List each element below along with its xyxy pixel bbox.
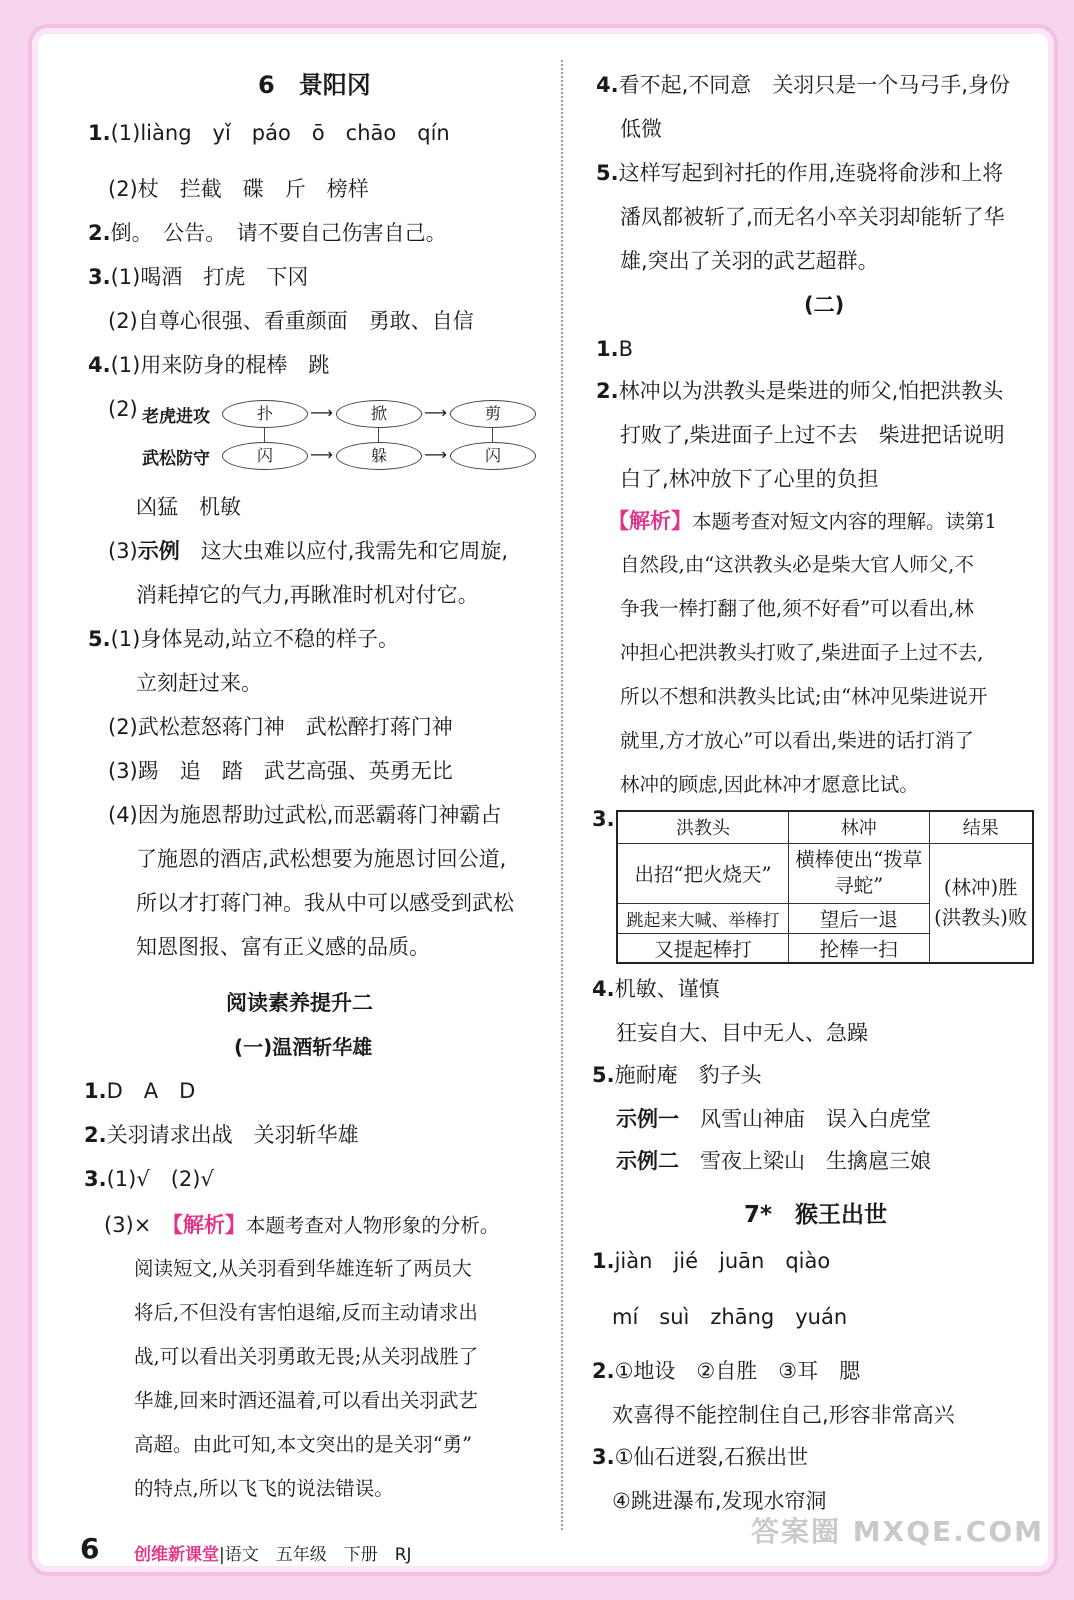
footer-info: 创维新课堂|语文 五年级 下册 RJ: [134, 1545, 412, 1565]
b2-line3: 白了,林冲放下了心里的负担: [620, 467, 879, 491]
b1-line: 1.B: [596, 337, 634, 361]
flow-row2-label: 武松防守: [142, 449, 210, 469]
a5-line2: 潘凤都被斩了,而无名小卒关羽却能斩了华: [620, 205, 1005, 229]
brand-name: 创维新课堂: [134, 1545, 219, 1565]
flow-connector: [264, 428, 265, 442]
flow-connector: [378, 428, 379, 442]
arrow-icon: ⟶: [310, 403, 333, 422]
b2-line1: 2.林冲以为洪教头是柴进的师父,怕把洪教头: [596, 379, 1004, 403]
r3-expl-3: 战,可以看出关羽勇敢无畏;从关羽战胜了: [134, 1345, 479, 1368]
table-cell: 横棒使出“拨草寻蛇”: [788, 843, 929, 903]
b2-expl-2: 自然段,由“这洪教头必是柴大官人师父,不: [620, 553, 974, 576]
table-cell: 抡棒一扫: [788, 933, 929, 963]
b5-line1: 5.施耐庵 豹子头: [592, 1063, 762, 1087]
table-header: 结果: [929, 811, 1033, 843]
q5-line1: 5.(1)身体晃动,站立不稳的样子。: [88, 627, 400, 651]
b5-example2: 示例二 雪夜上梁山 生擒扈三娘: [616, 1149, 931, 1173]
b2-expl-5: 所以不想和洪教头比试;由“林冲见柴进说开: [620, 685, 988, 708]
r3-line1: 3.(1)√ (2)√: [84, 1167, 214, 1191]
b2-expl-6: 就里,方才放心”可以看出,柴进的话打消了: [620, 729, 974, 752]
c3-line2: ④跳进瀑布,发现水帘洞: [612, 1489, 827, 1513]
a5-line1: 5.这样写起到衬托的作用,连骁将俞涉和上将: [596, 161, 1004, 185]
q4-line1: 4.(1)用来防身的棍棒 跳: [88, 353, 330, 377]
q4-part2-prefix: (2): [108, 397, 138, 421]
flow-node: 掀: [336, 400, 422, 428]
q3-line1: 3.(1)喝酒 打虎 下冈: [88, 265, 309, 289]
flow-node: 扑: [222, 400, 308, 428]
b2-expl-3: 争我一棒打翻了他,须不好看”可以看出,林: [620, 597, 974, 620]
b2-expl-4: 冲担心把洪教头打败了,柴进面子上过不去,: [620, 641, 984, 664]
r3-expl-5: 高超。由此可知,本文突出的是关羽“勇”: [134, 1433, 473, 1456]
table-header: 林冲: [788, 811, 929, 843]
q5-line6: 了施恩的酒店,武松想要为施恩讨回公道,: [136, 847, 507, 871]
section-title: 阅读素养提升二: [226, 991, 373, 1015]
r3-expl-2: 将后,不但没有害怕退缩,反而主动请求出: [134, 1301, 478, 1324]
arrow-icon: ⟶: [310, 445, 333, 464]
flow-node: 闪: [450, 442, 536, 470]
table-cell: 望后一退: [788, 903, 929, 933]
q1-line2: (2)杖 拦截 碟 斤 榜样: [108, 177, 369, 201]
c2-line1: 2.①地设 ②自胜 ③耳 腮: [592, 1359, 861, 1383]
r3-expl-6: 的特点,所以飞飞的说法错误。: [134, 1477, 394, 1500]
flow-node: 剪: [450, 400, 536, 428]
b2-expl-7: 林冲的顾虑,因此林冲才愿意比试。: [620, 773, 919, 796]
page-number: 6: [80, 1532, 100, 1565]
q5-line4: (3)踢 追 踏 武艺高强、英勇无比: [108, 759, 453, 783]
b3-number: 3.: [592, 807, 615, 831]
table-cell: 又提起棒打: [617, 933, 788, 963]
q4-traits: 凶猛 机敏: [136, 495, 241, 519]
q5-line3: (2)武松惹怒蒋门神 武松醉打蒋门神: [108, 715, 453, 739]
subsection-title-2: (二): [804, 293, 845, 317]
table-cell: 出招“把火烧天”: [617, 843, 788, 903]
subsection-title: (一)温酒斩华雄: [234, 1035, 373, 1059]
r3-line2: (3)× 【解析】本题考查对人物形象的分析。: [104, 1213, 500, 1237]
b2-expl-1: 【解析】本题考查对短文内容的理解。读第1: [608, 509, 997, 533]
column-divider: [561, 60, 563, 1530]
table-header: 洪教头: [617, 811, 788, 843]
b5-example1: 示例一 风雪山神庙 误入白虎堂: [616, 1107, 931, 1131]
a4-line1: 4.看不起,不同意 关羽只是一个马弓手,身份: [596, 73, 1010, 97]
q5-line2: 立刻赶过来。: [136, 671, 262, 695]
lesson-title-7: 7* 猴王出世: [744, 1202, 888, 1228]
q1-line1: 1.(1)liàng yǐ páo ō chāo qín: [88, 121, 450, 145]
watermark: 答案圈 MXQE.COM: [751, 1515, 1044, 1548]
flow-connector: [492, 428, 493, 442]
a5-line3: 雄,突出了关羽的武艺超群。: [620, 249, 879, 273]
q5-line8: 知恩图报、富有正义感的品质。: [136, 935, 430, 959]
q5-line7: 所以才打蒋门神。我从中可以感受到武松: [136, 891, 514, 915]
flow-node: 闪: [222, 442, 308, 470]
r2-line: 2.关羽请求出战 关羽斩华雄: [84, 1123, 359, 1147]
q5-line5: (4)因为施恩帮助过武松,而恶霸蒋门神霸占: [108, 803, 502, 827]
lesson-title: 6 景阳冈: [258, 71, 371, 99]
q4-part3-line2: 消耗掉它的气力,再瞅准时机对付它。: [136, 583, 479, 607]
r3-expl-1: 阅读短文,从关羽看到华雄连斩了两员大: [134, 1257, 472, 1280]
q4-part3-line1: (3)示例 这大虫难以应付,我需先和它周旋,: [108, 539, 509, 563]
c1-line1: 1.jiàn jié juān qiào: [592, 1249, 831, 1273]
b4-line1: 4.机敏、谨慎: [592, 977, 720, 1001]
q3-line2: (2)自尊心很强、看重颜面 勇敢、自信: [108, 309, 474, 333]
flow-diagram: [142, 400, 542, 480]
arrow-icon: ⟶: [424, 445, 447, 464]
result-table: [616, 810, 1034, 964]
r3-expl-4: 华雄,回来时酒还温着,可以看出关羽武艺: [134, 1389, 478, 1412]
table-cell: 跳起来大喊、举棒打: [617, 903, 788, 933]
flow-node: 躲: [336, 442, 422, 470]
q2-line: 2.倒。 公告。 请不要自己伤害自己。: [88, 221, 447, 245]
r1-line: 1.D A D: [84, 1079, 196, 1103]
a4-line2: 低微: [620, 117, 662, 141]
c1-line2: mí suì zhāng yuán: [612, 1305, 848, 1329]
c2-line2: 欢喜得不能控制住自己,形容非常高兴: [612, 1403, 955, 1427]
b2-line2: 打败了,柴进面子上过不去 柴进把话说明: [620, 423, 1005, 447]
b4-line2: 狂妄自大、目中无人、急躁: [616, 1021, 868, 1045]
flow-row1-label: 老虎进攻: [142, 407, 210, 427]
c3-line1: 3.①仙石迸裂,石猴出世: [592, 1445, 809, 1469]
table-result-cell: (林冲)胜 (洪教头)败: [929, 843, 1033, 963]
arrow-icon: ⟶: [424, 403, 447, 422]
